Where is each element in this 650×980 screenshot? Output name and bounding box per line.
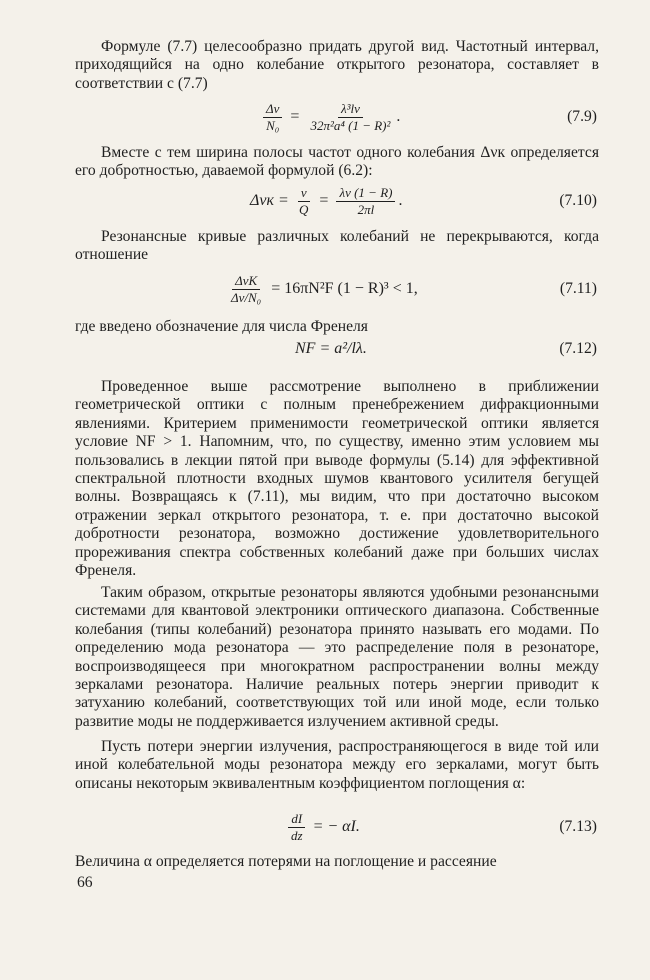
eq-7-10-equals-2: = [319,192,329,209]
eq-7-12-expression: NF = a²/lλ. [295,340,367,357]
eq-7-11-rhs: = 16πN²F (1 − R)³ < 1, [271,280,418,297]
eq-7-9-lhs-denominator: N₀ [266,117,280,133]
paragraph-3: Резонансные кривые различных колебаний не перекрываются, когда отношение [75,228,599,264]
eq-7-10-frac2-denominator: 2πl [357,201,375,217]
eq-7-13-rhs: = − αI. [312,818,360,835]
equation-number-7-13: (7.13) [559,818,597,835]
eq-7-10-equals-1: = [278,192,289,209]
eq-7-10-frac2-numerator: λν (1 − R) [336,185,395,202]
paragraph-8: Величина α определяется потерями на поглощение и рассеяние [75,853,497,870]
equation-number-7-11: (7.11) [559,280,597,297]
eq-7-11-lhs-denominator: Δν/N₀ [231,289,262,305]
equation-7-9 [75,96,599,138]
eq-7-9-period: . [396,108,401,125]
page-number: 66 [77,874,93,891]
eq-7-13-lhs-numerator: dI [288,811,305,828]
paragraph-2: Вместе с тем ширина полосы частот одного колебания Δνк определяется его добротностью, даваемой формулой (6.2): [75,144,599,180]
eq-7-11-lhs-numerator: ΔνК [232,273,260,290]
equation-7-12 [75,328,599,370]
eq-7-9-rhs-numerator: λ³lν [338,101,363,118]
paragraph-5: Проведенное выше рассмотрение выполнено в приближении геометрической оптики с полным пренебрежением дифракционными явлениями. Критерием применимости геометрической оптики является условие NF > 1. Напомним, что, по существу, именно этим условием мы пользовались в лекции пятой при выводе формулы (5.14) для эффективной спектральной плотности входных шумов квантового усилителя бегущей волны. Возвращаясь к (7.11), мы видим, что при достаточно высоком отражении зеркал открытого резонатора, т. е. при достаточно высокой добротности резонатора, возможно достижение удовлетворительного прореживания спектра собственных колебаний даже при больших числах Френеля. [75,378,599,580]
equation-number-7-10: (7.10) [559,192,597,209]
equation-7-11 [75,268,599,310]
eq-7-10-period: . [398,192,403,209]
eq-7-10-frac1-numerator: ν [298,185,310,202]
equation-7-13 [75,806,599,848]
equation-7-10 [75,180,599,222]
eq-7-10-frac1-denominator: Q [299,201,309,217]
equation-number-7-9: (7.9) [567,108,597,125]
paragraph-7: Пусть потери энергии излучения, распространяющегося в виде той или иной колебательной моды резонатора между его зеркалами, могут быть описаны некоторым эквивалентным коэффициентом поглощения α: [75,738,599,792]
paragraph-4: где введено обозначение для числа Френеля [75,318,368,335]
equation-number-7-12: (7.12) [559,340,597,357]
paragraph-6: Таким образом, открытые резонаторы являются удобными резонансными системами для квантовой электроники оптического диапазона. Собственные колебания (типы колебаний) резонатора принято называть его модами. По определению мода резонатора — это распределение поля в резонаторе, воспроизводящееся при многократном распространении волны между зеркалами резонатора. Наличие реальных потерь энергии приводит к затуханию колебаний, соответствующих той или иной моде, если только развитие моды не поддерживается излучением активной среды. [75,584,599,730]
eq-7-13-lhs-denominator: dz [291,827,303,843]
eq-7-9-lhs-numerator: Δν [263,101,282,118]
eq-7-10-lhs: Δνк [250,192,274,209]
eq-7-9-rhs-denominator: 32π²a⁴ (1 − R)² [310,117,391,133]
paragraph-1: Формуле (7.7) целесообразно придать другой вид. Частотный интервал, приходящийся на одно колебание открытого резонатора, составляет в соответствии с (7.7) [75,38,599,92]
eq-7-9-equals: = [290,108,300,125]
